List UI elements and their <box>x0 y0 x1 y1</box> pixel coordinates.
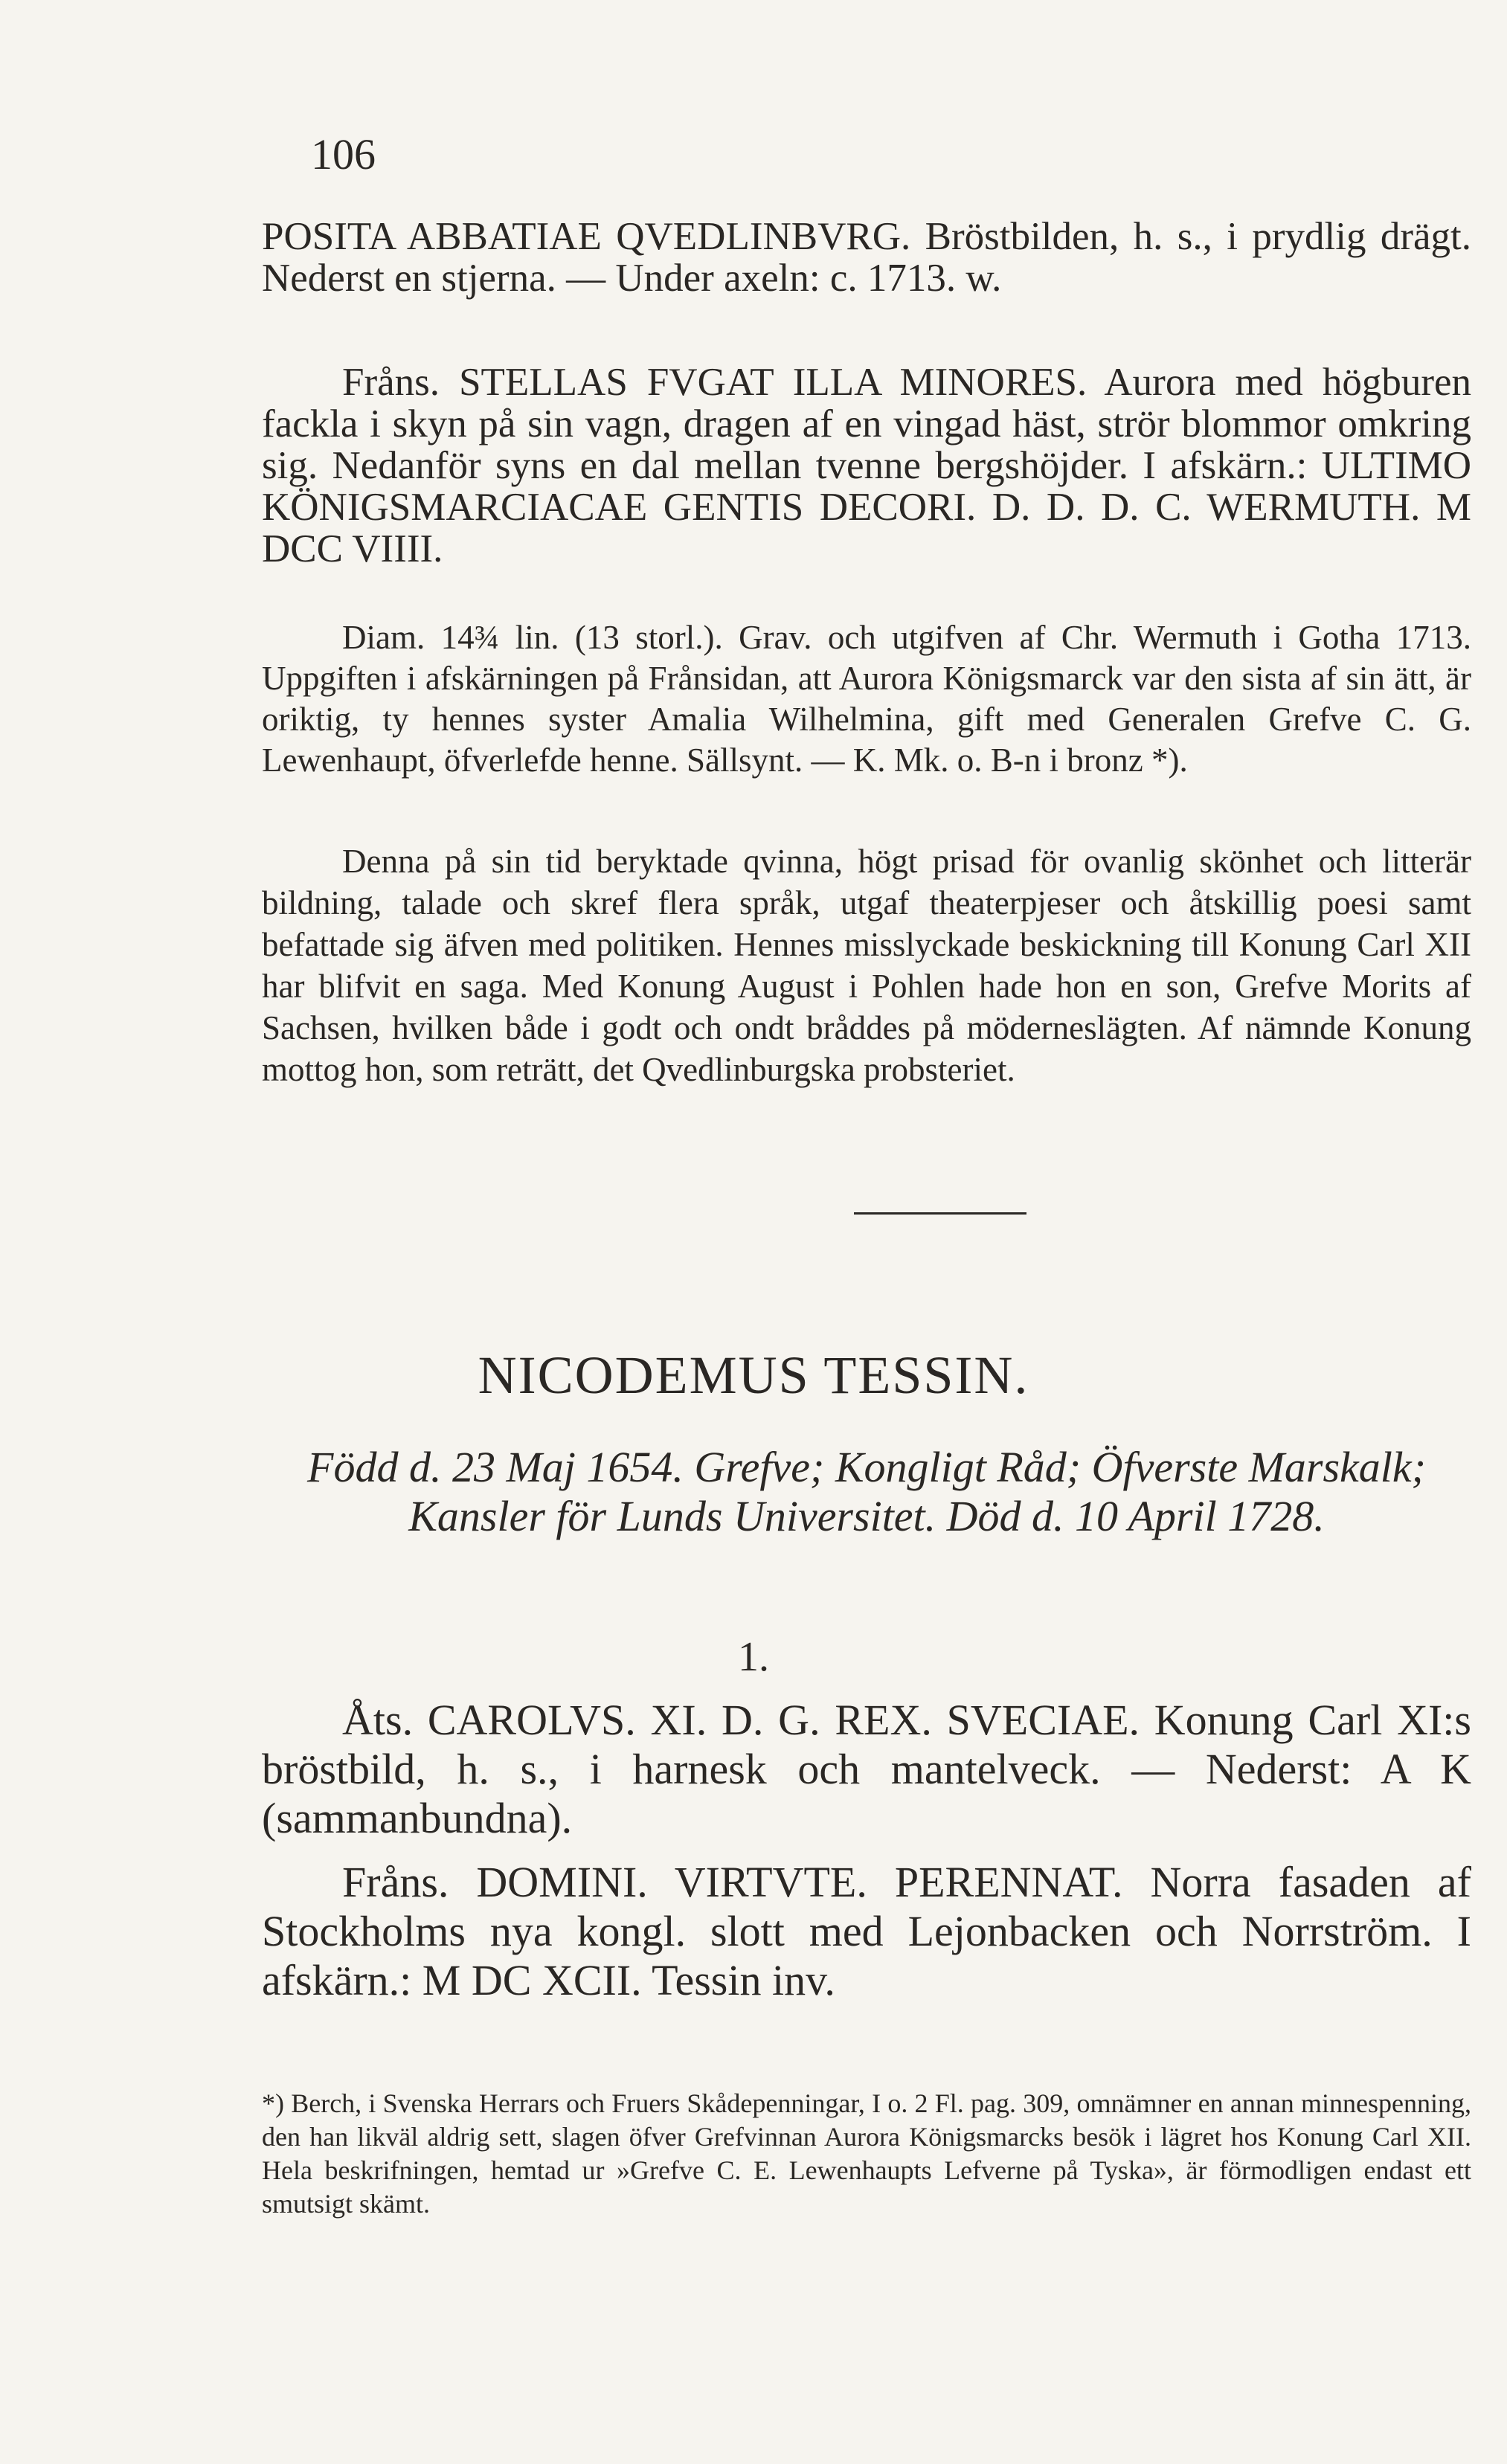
medal-description-obverse: POSITA ABBATIAE QVEDLINBVRG. Bröstbilden, h. s., i prydlig drägt. Nederst en stjerna. — Under axeln: c. 1713. w. <box>262 215 1471 300</box>
footnote: *) Berch, i Svenska Herrars och Fruers Skådepenningar, I o. 2 Fl. pag. 309, omnämner en annan minnespenning, den han likväl aldrig sett, slagen öfver Grefvinnan Aurora Königsmarcks besök i lägret hos Konung Carl XII. Hela beskrifningen, hemtad ur »Grefve C. E. Lewenhaupts Lefverne på Tyska», är förmodligen endast ett smutsigt skämt. <box>262 2088 1471 2219</box>
medal-description-reverse: Fråns. STELLAS FVGAT ILLA MINORES. Aurora med högburen fackla i skyn på sin vagn, dragen af en vingad häst, strör blommor omkring sig. Nedanför syns en dal mellan tvenne bergshöjder. I afskärn.: ULTIMO KÖNIGSMARCIACAE GENTIS DECORI. D. D. D. C. WERMUTH. M DCC VIIII. <box>262 361 1471 570</box>
medal-obverse: Åts. CAROLVS. XI. D. G. REX. SVECIAE. Konung Carl XI:s bröstbild, h. s., i harnesk och mantelveck. — Nederst: A K (sammanbundna). <box>262 1696 1471 1842</box>
page-number: 106 <box>311 130 376 178</box>
item-number: 1. <box>738 1634 769 1680</box>
medal-reverse: Fråns. DOMINI. VIRTVTE. PERENNAT. Norra fasaden af Stockholms nya kongl. slott med Lejonbacken och Norrström. I afskärn.: M DC XCII. Tessin inv. <box>262 1858 1471 2004</box>
medal-details: Diam. 14¾ lin. (13 storl.). Grav. och utgifven af Chr. Wermuth i Gotha 1713. Uppgiften i afskärningen på Frånsidan, att Aurora Königsmarck var den sista af sin ätt, är oriktig, ty hennes syster Amalia Wilhelmina, gift med Generalen Grefve C. G. Lewenhaupt, öfverlefde henne. Sällsynt. — K. Mk. o. B-n i bronz *). <box>262 619 1471 779</box>
section-title: NICODEMUS TESSIN. <box>478 1345 1029 1405</box>
person-biography: Född d. 23 Maj 1654. Grefve; Kongligt Råd; Öfverste Marskalk; Kansler för Lunds Universitet. Död d. 10 April 1728. <box>307 1443 1426 1540</box>
section-divider <box>854 1212 1026 1215</box>
biography-paragraph: Denna på sin tid beryktade qvinna, högt prisad för ovanlig skönhet och litterär bildning, talade och skref flera språk, utgaf theaterpjeser och åtskillig poesi samt befattade sig äfven med politiken. Hennes misslyckade beskickning till Konung Carl XII har blifvit en saga. Med Konung August i Pohlen hade hon en son, Grefve Morits af Sachsen, hvilken både i godt och ondt bråddes på möderneslägten. Af nämnde Konung mottog hon, som reträtt, det Qvedlinburgska probsteriet. <box>262 843 1471 1088</box>
